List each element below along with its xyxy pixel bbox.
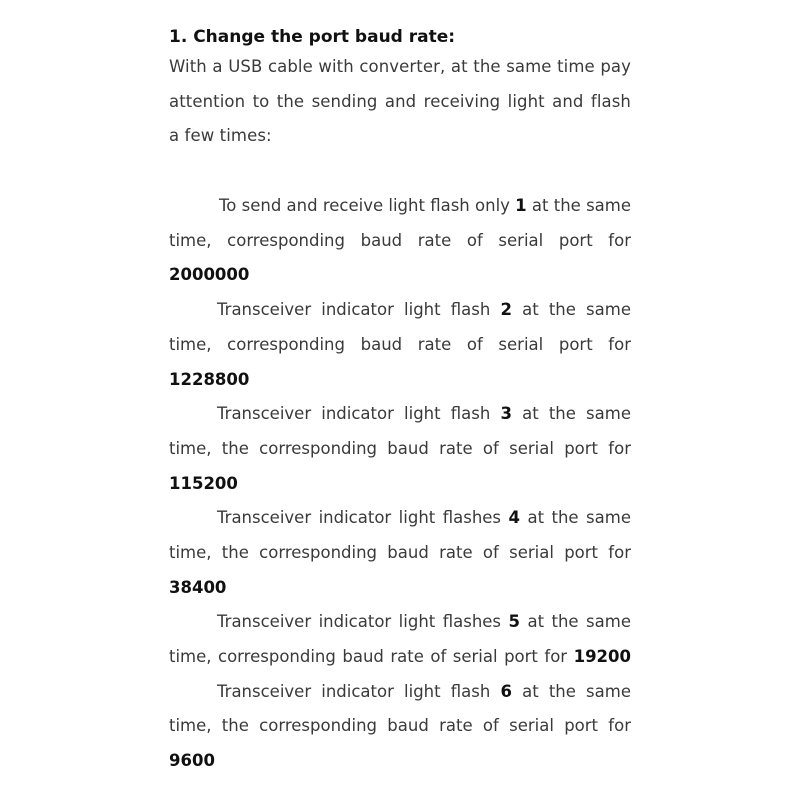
entry-line-1 bbox=[169, 189, 631, 224]
entry-text: at the same bbox=[511, 681, 631, 701]
baud-entry-5 bbox=[169, 605, 631, 674]
baud-value: 115200 bbox=[169, 473, 238, 493]
entry-text: at the same bbox=[511, 404, 631, 424]
entry-text: Transceiver indicator light flash bbox=[217, 681, 501, 701]
intro-line: a few times: bbox=[169, 126, 272, 146]
baud-entry-4 bbox=[169, 501, 631, 605]
intro-paragraph bbox=[169, 50, 631, 154]
baud-entry-2 bbox=[169, 293, 631, 397]
entry-line-2: time, the corresponding baud rate of serial port for bbox=[169, 542, 631, 562]
baud-value: 19200 bbox=[573, 647, 631, 666]
entry-text: Transceiver indicator light flashes bbox=[217, 508, 509, 528]
baud-entry-6 bbox=[169, 675, 631, 779]
baud-entry-3 bbox=[169, 397, 631, 501]
entry-line-1 bbox=[169, 293, 631, 328]
entry-line-2: time, corresponding baud rate of serial port for bbox=[169, 230, 631, 250]
intro-line: With a USB cable with converter, at the same time pay bbox=[169, 57, 631, 76]
entry-text: at the same bbox=[526, 196, 631, 216]
baud-value: 38400 bbox=[169, 577, 227, 597]
entry-line-2 bbox=[169, 640, 631, 675]
entry-line-2: time, corresponding baud rate of serial port for bbox=[169, 334, 631, 354]
flash-count: 5 bbox=[508, 612, 520, 632]
intro-line: attention to the sending and receiving light and flash bbox=[169, 91, 631, 111]
blank-line bbox=[169, 154, 631, 189]
entry-text: at the same bbox=[519, 612, 631, 632]
flash-count: 6 bbox=[500, 681, 512, 701]
baud-value: 9600 bbox=[169, 751, 215, 771]
flash-count: 1 bbox=[515, 196, 527, 216]
entry-line-1 bbox=[169, 397, 631, 432]
flash-count: 4 bbox=[508, 508, 520, 528]
entry-line-1 bbox=[169, 675, 631, 710]
entry-text: To send and receive light flash only bbox=[219, 196, 516, 216]
flash-count: 2 bbox=[500, 300, 512, 320]
entry-line-2: time, the corresponding baud rate of serial port for bbox=[169, 438, 631, 458]
entry-text: Transceiver indicator light flash bbox=[217, 300, 501, 320]
entry-line-2: time, the corresponding baud rate of serial port for bbox=[169, 716, 631, 736]
entry-line-1 bbox=[169, 501, 631, 536]
baud-entry-1 bbox=[169, 189, 631, 293]
entry-text: at the same bbox=[519, 508, 631, 528]
flash-count: 3 bbox=[500, 404, 512, 424]
entry-line-1 bbox=[169, 605, 631, 640]
section-heading: 1. Change the port baud rate: bbox=[169, 27, 456, 47]
entry-text: Transceiver indicator light flashes bbox=[217, 612, 509, 632]
entry-text: Transceiver indicator light flash bbox=[217, 404, 501, 424]
baud-value: 1228800 bbox=[169, 369, 250, 389]
entry-text: at the same bbox=[511, 300, 631, 320]
baud-value: 2000000 bbox=[169, 265, 250, 285]
document-body bbox=[169, 24, 631, 779]
entry-text: time, corresponding baud rate of serial port for bbox=[169, 647, 574, 666]
